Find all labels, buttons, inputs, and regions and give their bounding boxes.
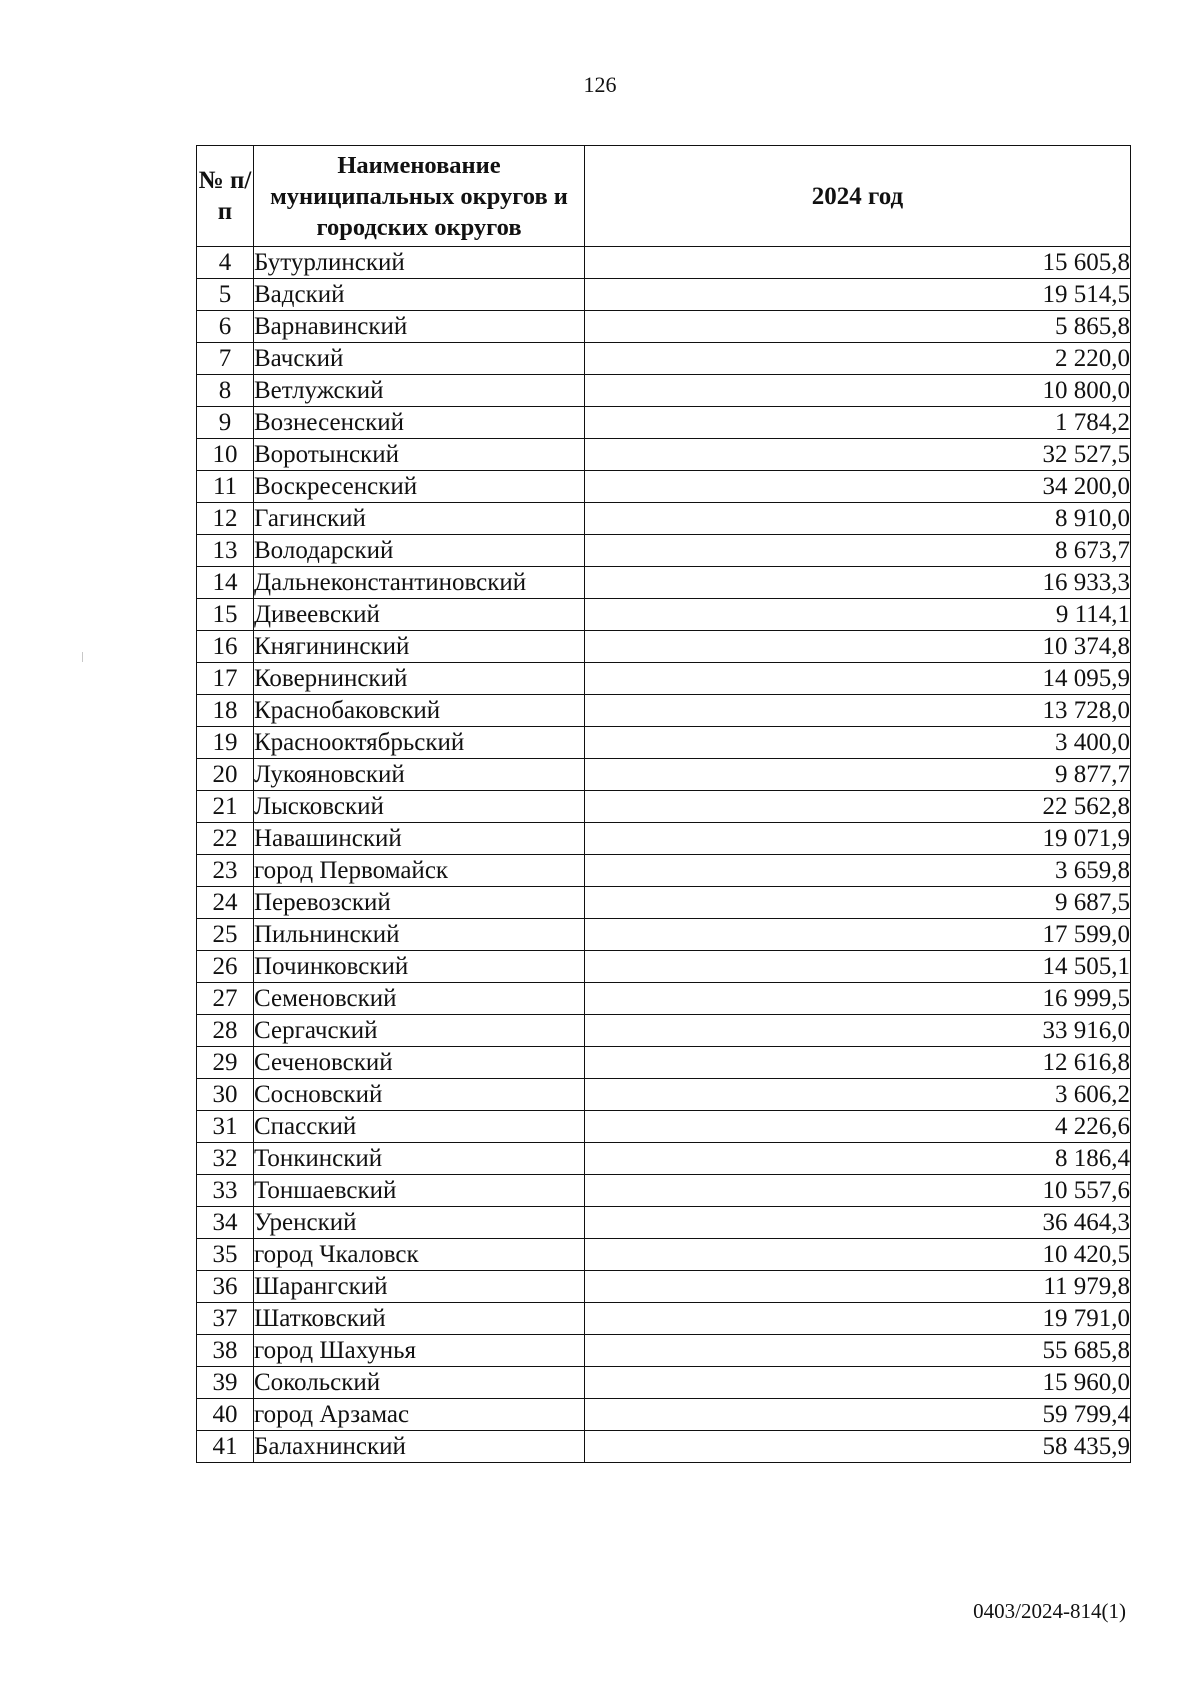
budget-value: 55 685,8 <box>585 1335 1131 1367</box>
table-row <box>197 727 1131 759</box>
row-number: 28 <box>197 1015 254 1047</box>
document-code: 0403/2024-814(1) <box>973 1599 1126 1623</box>
row-number: 29 <box>197 1047 254 1079</box>
table-row <box>197 311 1131 343</box>
row-number: 8 <box>197 375 254 407</box>
header-district-name: Наименование муниципальных округов и городских округов <box>254 146 585 247</box>
table-row <box>197 247 1131 279</box>
budget-value: 11 979,8 <box>585 1271 1131 1303</box>
row-number: 11 <box>197 471 254 503</box>
district-name: Лысковский <box>254 791 585 823</box>
table-row <box>197 1143 1131 1175</box>
budget-value: 5 865,8 <box>585 311 1131 343</box>
table-row <box>197 983 1131 1015</box>
budget-value: 10 800,0 <box>585 375 1131 407</box>
table-row <box>197 599 1131 631</box>
table-row <box>197 1367 1131 1399</box>
row-number: 41 <box>197 1431 254 1463</box>
budget-value: 14 095,9 <box>585 663 1131 695</box>
district-name: Спасский <box>254 1111 585 1143</box>
budget-value: 3 606,2 <box>585 1079 1131 1111</box>
row-number: 10 <box>197 439 254 471</box>
row-number: 12 <box>197 503 254 535</box>
budget-value: 36 464,3 <box>585 1207 1131 1239</box>
row-number: 13 <box>197 535 254 567</box>
header-number: № п/п <box>197 146 254 247</box>
table-row <box>197 343 1131 375</box>
budget-value: 16 999,5 <box>585 983 1131 1015</box>
page-number: 126 <box>583 72 617 97</box>
district-name: город Арзамас <box>254 1399 585 1431</box>
district-name: Краснобаковский <box>254 695 585 727</box>
budget-value: 3 659,8 <box>585 855 1131 887</box>
row-number: 6 <box>197 311 254 343</box>
district-name: Семеновский <box>254 983 585 1015</box>
table-row <box>197 823 1131 855</box>
district-name: город Шахунья <box>254 1335 585 1367</box>
budget-value: 33 916,0 <box>585 1015 1131 1047</box>
table-row <box>197 279 1131 311</box>
district-name: Шарангский <box>254 1271 585 1303</box>
budget-value: 34 200,0 <box>585 471 1131 503</box>
table-row <box>197 1175 1131 1207</box>
scan-artifact <box>82 652 83 662</box>
district-name: Вадский <box>254 279 585 311</box>
table-row <box>197 1239 1131 1271</box>
district-name: город Первомайск <box>254 855 585 887</box>
row-number: 4 <box>197 247 254 279</box>
budget-value: 8 673,7 <box>585 535 1131 567</box>
row-number: 7 <box>197 343 254 375</box>
table-row <box>197 1335 1131 1367</box>
district-name: Сеченовский <box>254 1047 585 1079</box>
table-row <box>197 1271 1131 1303</box>
district-name: Княгининский <box>254 631 585 663</box>
budget-value: 59 799,4 <box>585 1399 1131 1431</box>
budget-value: 13 728,0 <box>585 695 1131 727</box>
table-row <box>197 1399 1131 1431</box>
budget-value: 9 114,1 <box>585 599 1131 631</box>
district-name: Ветлужский <box>254 375 585 407</box>
budget-value: 10 557,6 <box>585 1175 1131 1207</box>
table-row <box>197 1015 1131 1047</box>
budget-value: 19 514,5 <box>585 279 1131 311</box>
row-number: 36 <box>197 1271 254 1303</box>
district-name: Балахнинский <box>254 1431 585 1463</box>
district-name: Варнавинский <box>254 311 585 343</box>
row-number: 20 <box>197 759 254 791</box>
row-number: 33 <box>197 1175 254 1207</box>
table-row <box>197 919 1131 951</box>
district-name: Володарский <box>254 535 585 567</box>
row-number: 5 <box>197 279 254 311</box>
table-row <box>197 855 1131 887</box>
district-name: Пильнинский <box>254 919 585 951</box>
budget-value: 22 562,8 <box>585 791 1131 823</box>
table-row <box>197 407 1131 439</box>
district-name: Сергачский <box>254 1015 585 1047</box>
district-name: Навашинский <box>254 823 585 855</box>
district-name: Ковернинский <box>254 663 585 695</box>
budget-value: 8 186,4 <box>585 1143 1131 1175</box>
row-number: 18 <box>197 695 254 727</box>
budget-value: 16 933,3 <box>585 567 1131 599</box>
district-name: Уренский <box>254 1207 585 1239</box>
row-number: 22 <box>197 823 254 855</box>
row-number: 23 <box>197 855 254 887</box>
district-name: Воротынский <box>254 439 585 471</box>
row-number: 15 <box>197 599 254 631</box>
district-name: Вознесенский <box>254 407 585 439</box>
table-row <box>197 1431 1131 1463</box>
district-name: Дивеевский <box>254 599 585 631</box>
row-number: 25 <box>197 919 254 951</box>
district-name: Починковский <box>254 951 585 983</box>
row-number: 19 <box>197 727 254 759</box>
table-row <box>197 471 1131 503</box>
district-name: Вачский <box>254 343 585 375</box>
district-name: Тоншаевский <box>254 1175 585 1207</box>
district-name: Тонкинский <box>254 1143 585 1175</box>
budget-value: 14 505,1 <box>585 951 1131 983</box>
district-name: Бутурлинский <box>254 247 585 279</box>
row-number: 9 <box>197 407 254 439</box>
table-row <box>197 1047 1131 1079</box>
district-name: Шатковский <box>254 1303 585 1335</box>
district-name: город Чкаловск <box>254 1239 585 1271</box>
budget-value: 17 599,0 <box>585 919 1131 951</box>
table-row <box>197 1303 1131 1335</box>
row-number: 38 <box>197 1335 254 1367</box>
header-year: 2024 год <box>585 146 1131 247</box>
table-row <box>197 503 1131 535</box>
budget-value: 12 616,8 <box>585 1047 1131 1079</box>
row-number: 37 <box>197 1303 254 1335</box>
budget-value: 10 420,5 <box>585 1239 1131 1271</box>
table-row <box>197 631 1131 663</box>
budget-value: 3 400,0 <box>585 727 1131 759</box>
row-number: 32 <box>197 1143 254 1175</box>
district-name: Краснооктябрьский <box>254 727 585 759</box>
row-number: 27 <box>197 983 254 1015</box>
budget-value: 15 960,0 <box>585 1367 1131 1399</box>
table-row <box>197 695 1131 727</box>
district-name: Перевозский <box>254 887 585 919</box>
row-number: 14 <box>197 567 254 599</box>
budget-value: 32 527,5 <box>585 439 1131 471</box>
row-number: 39 <box>197 1367 254 1399</box>
table-row <box>197 567 1131 599</box>
budget-value: 4 226,6 <box>585 1111 1131 1143</box>
budget-value: 19 791,0 <box>585 1303 1131 1335</box>
budget-table <box>196 145 1131 1463</box>
budget-value: 8 910,0 <box>585 503 1131 535</box>
budget-value: 9 687,5 <box>585 887 1131 919</box>
table-row <box>197 887 1131 919</box>
table-row <box>197 951 1131 983</box>
row-number: 35 <box>197 1239 254 1271</box>
row-number: 17 <box>197 663 254 695</box>
district-name: Сосновский <box>254 1079 585 1111</box>
budget-value: 2 220,0 <box>585 343 1131 375</box>
district-name: Гагинский <box>254 503 585 535</box>
budget-value: 10 374,8 <box>585 631 1131 663</box>
district-name: Сокольский <box>254 1367 585 1399</box>
row-number: 24 <box>197 887 254 919</box>
row-number: 34 <box>197 1207 254 1239</box>
table-row <box>197 375 1131 407</box>
table-body <box>197 247 1131 1463</box>
row-number: 26 <box>197 951 254 983</box>
district-name: Дальнеконстантиновский <box>254 567 585 599</box>
table-row <box>197 1207 1131 1239</box>
table-row <box>197 1079 1131 1111</box>
row-number: 30 <box>197 1079 254 1111</box>
table-row <box>197 759 1131 791</box>
row-number: 31 <box>197 1111 254 1143</box>
budget-value: 58 435,9 <box>585 1431 1131 1463</box>
table-row <box>197 535 1131 567</box>
table-row <box>197 663 1131 695</box>
budget-value: 1 784,2 <box>585 407 1131 439</box>
budget-value: 15 605,8 <box>585 247 1131 279</box>
table-header-row <box>197 146 1131 247</box>
district-name: Воскресенский <box>254 471 585 503</box>
district-name: Лукояновский <box>254 759 585 791</box>
row-number: 21 <box>197 791 254 823</box>
table-row <box>197 439 1131 471</box>
table-row <box>197 791 1131 823</box>
budget-value: 9 877,7 <box>585 759 1131 791</box>
row-number: 16 <box>197 631 254 663</box>
table-row <box>197 1111 1131 1143</box>
budget-value: 19 071,9 <box>585 823 1131 855</box>
row-number: 40 <box>197 1399 254 1431</box>
